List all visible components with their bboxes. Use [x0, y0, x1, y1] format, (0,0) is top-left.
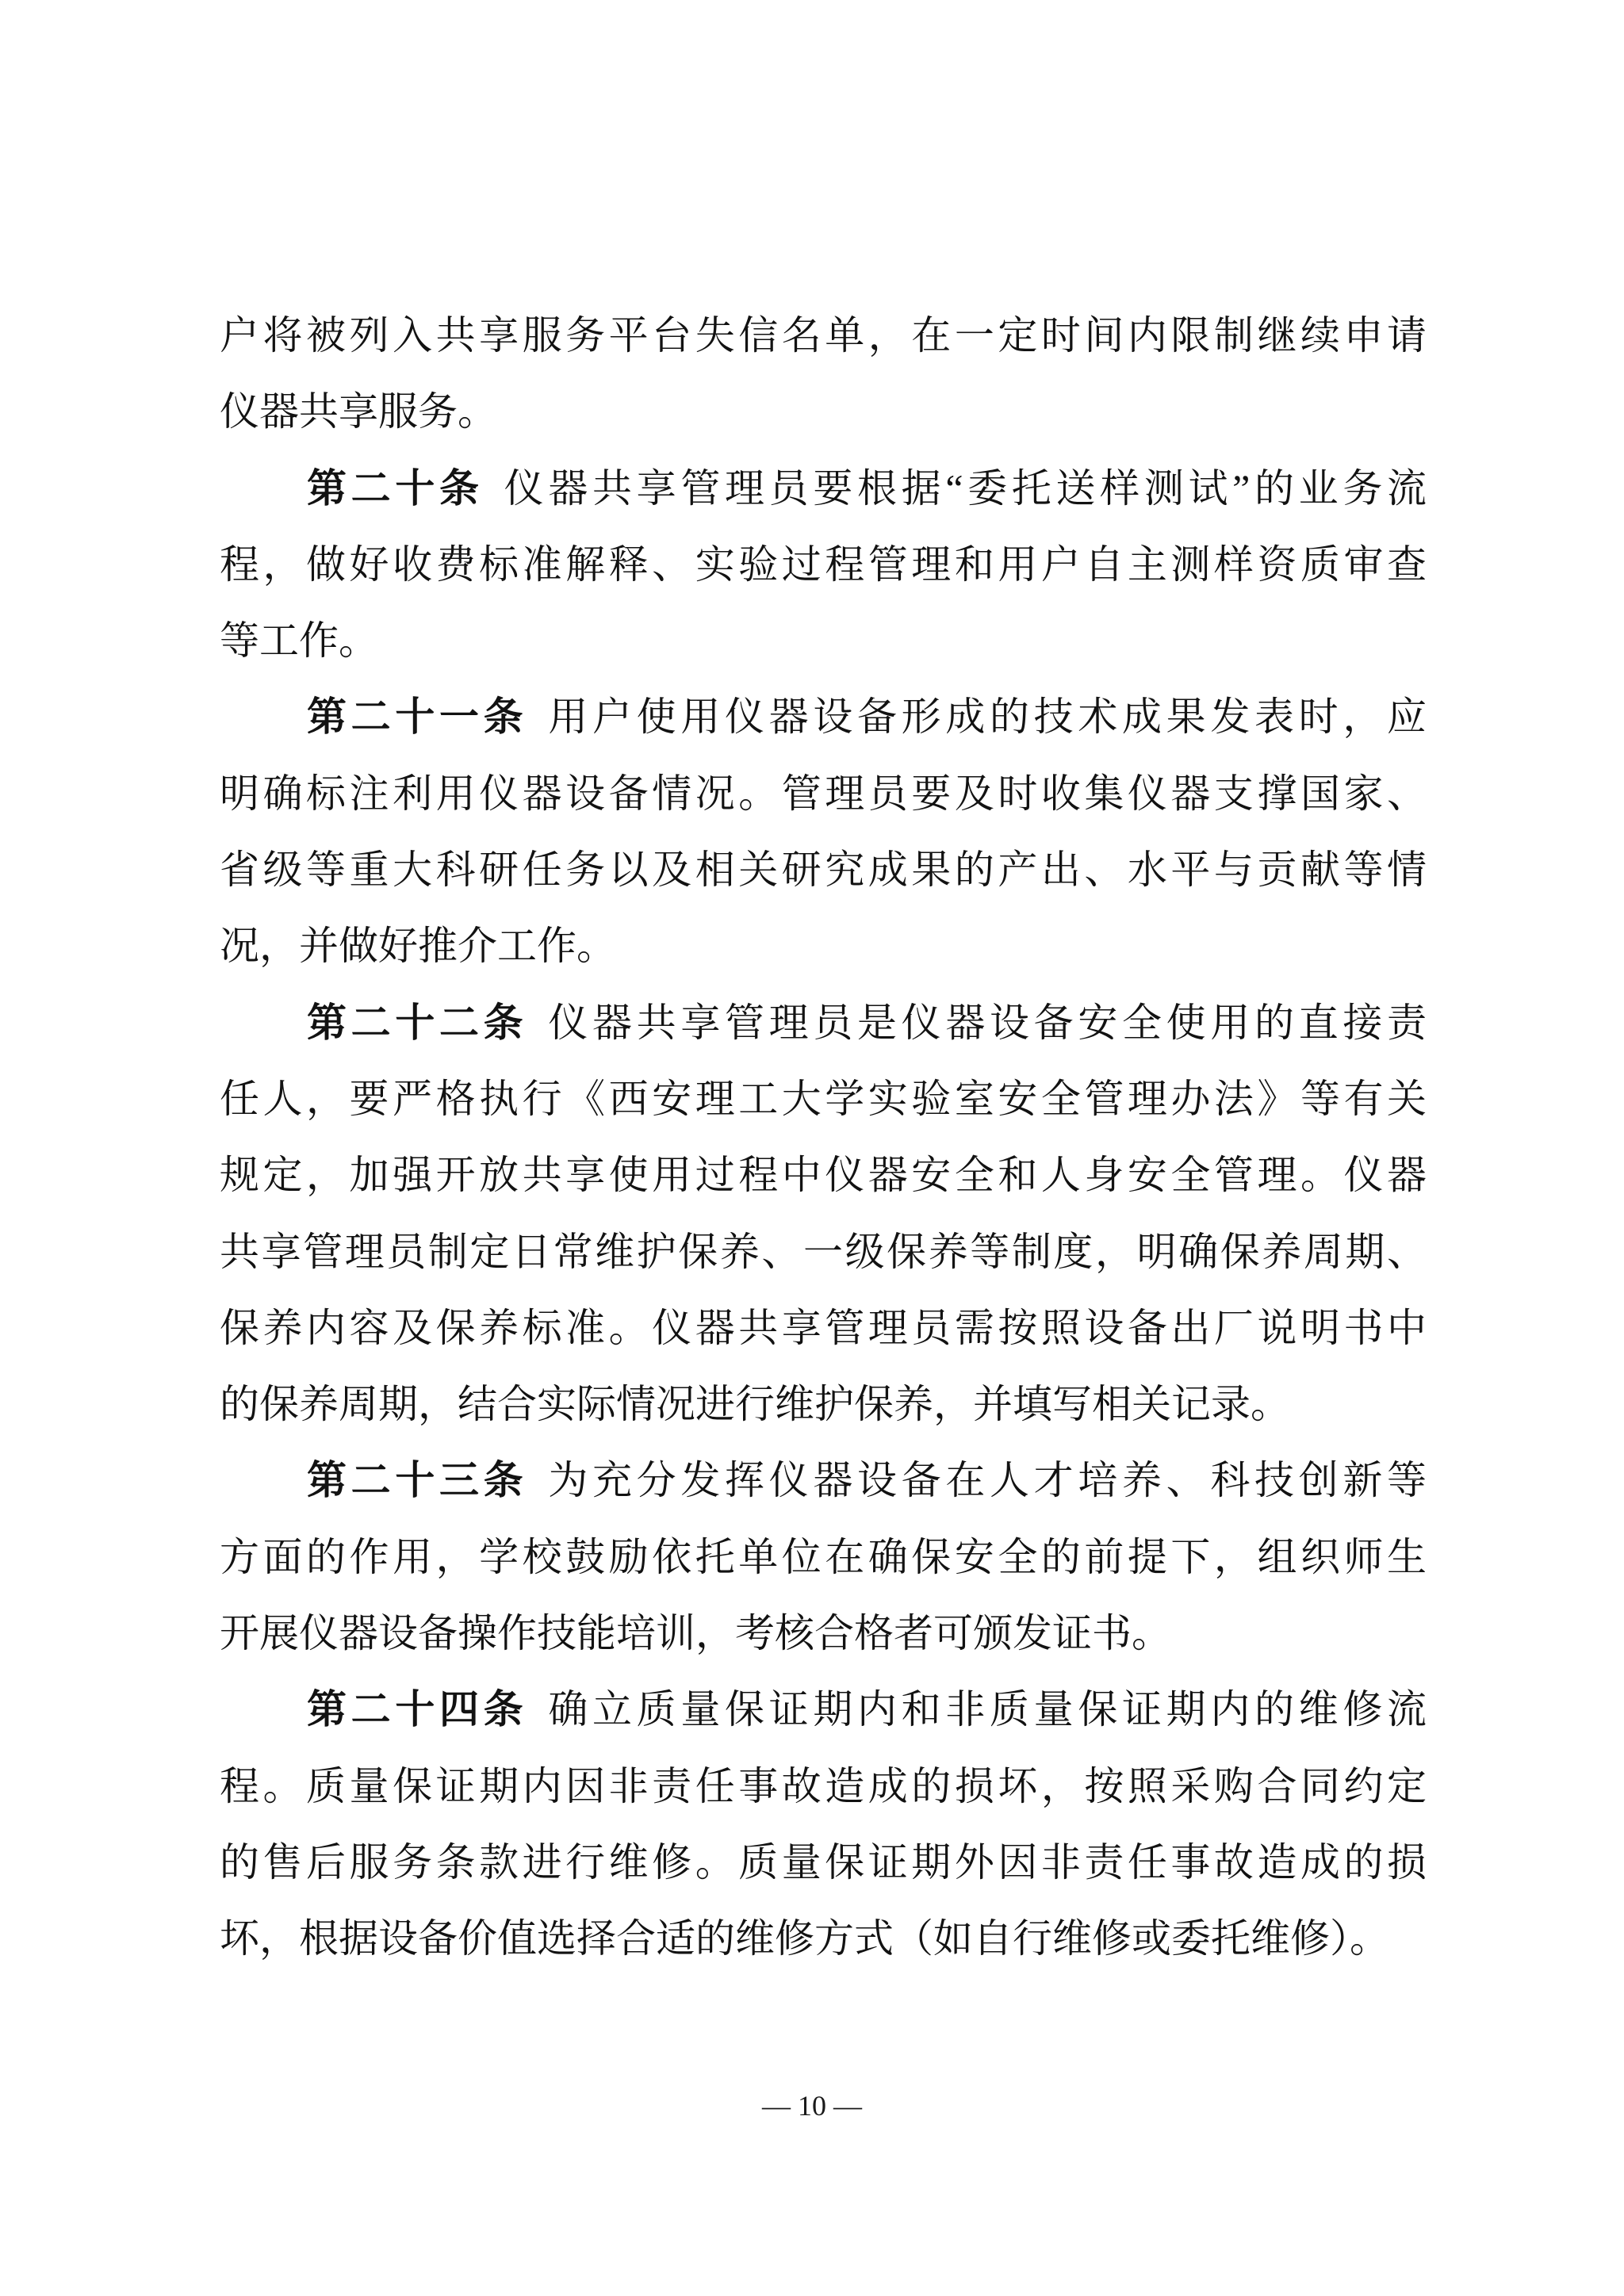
line-text: 规定，加强开放共享使用过程中仪器安全和人身安全管理。仪器 [220, 1153, 1427, 1198]
text-line [220, 1824, 1427, 1900]
text-line [220, 1519, 1427, 1595]
line-text: 的售后服务条款进行维修。质量保证期外因非责任事故造成的损 [220, 1839, 1427, 1885]
line-text: 坏，根据设备价值选择合适的维修方式（如自行维修或委托维修）。 [220, 1916, 1389, 1961]
line-text: 共享管理员制定日常维护保养、一级保养等制度，明确保养周期、 [220, 1229, 1427, 1274]
article-heading: 第二十一条 [307, 695, 528, 740]
article-heading: 第二十三条 [307, 1458, 528, 1503]
line-text: 程。质量保证期内因非责任事故造成的损坏，按照采购合同约定 [220, 1763, 1427, 1808]
line-text: 方面的作用，学校鼓励依托单位在确保安全的前提下，组织师生 [220, 1534, 1427, 1579]
document-body [220, 297, 1427, 1977]
text-line [220, 1595, 1427, 1671]
article-heading: 第二十四条 [307, 1687, 528, 1732]
text-line [220, 1442, 1427, 1518]
line-text: 仪器共享服务。 [220, 389, 497, 434]
text-line [220, 1900, 1427, 1976]
article-heading: 第二十条 [307, 465, 484, 511]
text-line [220, 1214, 1427, 1290]
text-line [220, 450, 1427, 526]
line-text: 确立质量保证期内和非质量保证期内的维修流 [548, 1687, 1427, 1732]
text-line [220, 679, 1427, 755]
line-text: 保养内容及保养标准。仪器共享管理员需按照设备出厂说明书中 [220, 1305, 1427, 1350]
line-text: 程，做好收费标准解释、实验过程管理和用户自主测样资质审查 [220, 541, 1427, 587]
text-line [220, 1671, 1427, 1747]
text-line [220, 832, 1427, 908]
line-text: 仪器共享管理员是仪器设备安全使用的直接责 [548, 1000, 1427, 1045]
text-line [220, 756, 1427, 832]
text-line [220, 1290, 1427, 1366]
text-line [220, 297, 1427, 373]
line-text: 开展仪器设备操作技能培训，考核合格者可颁发证书。 [220, 1611, 1171, 1656]
text-line [220, 526, 1427, 603]
text-line [220, 908, 1427, 984]
line-text: 明确标注利用仪器设备情况。管理员要及时收集仪器支撑国家、 [220, 771, 1427, 816]
line-text: 的保养周期，结合实际情况进行维护保养，并填写相关记录。 [220, 1382, 1290, 1427]
line-text: 仪器共享管理员要根据“委托送样测试”的业务流 [504, 465, 1427, 511]
line-text: 户将被列入共享服务平台失信名单，在一定时间内限制继续申请 [220, 313, 1427, 358]
line-text: 省级等重大科研任务以及相关研究成果的产出、水平与贡献等情 [220, 848, 1427, 893]
line-text: 等工作。 [220, 618, 378, 664]
page-number: — 10 — [762, 2090, 862, 2122]
line-text: 用户使用仪器设备形成的技术成果发表时，应 [548, 695, 1427, 740]
text-line [220, 603, 1427, 679]
text-line [220, 1137, 1427, 1213]
text-line [220, 1748, 1427, 1824]
text-line [220, 1061, 1427, 1137]
line-text: 为充分发挥仪器设备在人才培养、科技创新等 [548, 1458, 1427, 1503]
text-line [220, 373, 1427, 450]
line-text: 况，并做好推介工作。 [220, 924, 616, 969]
line-text: 任人，要严格执行《西安理工大学实验室安全管理办法》等有关 [220, 1076, 1427, 1121]
text-line [220, 1366, 1427, 1442]
text-line [220, 985, 1427, 1061]
article-heading: 第二十二条 [307, 1000, 528, 1045]
